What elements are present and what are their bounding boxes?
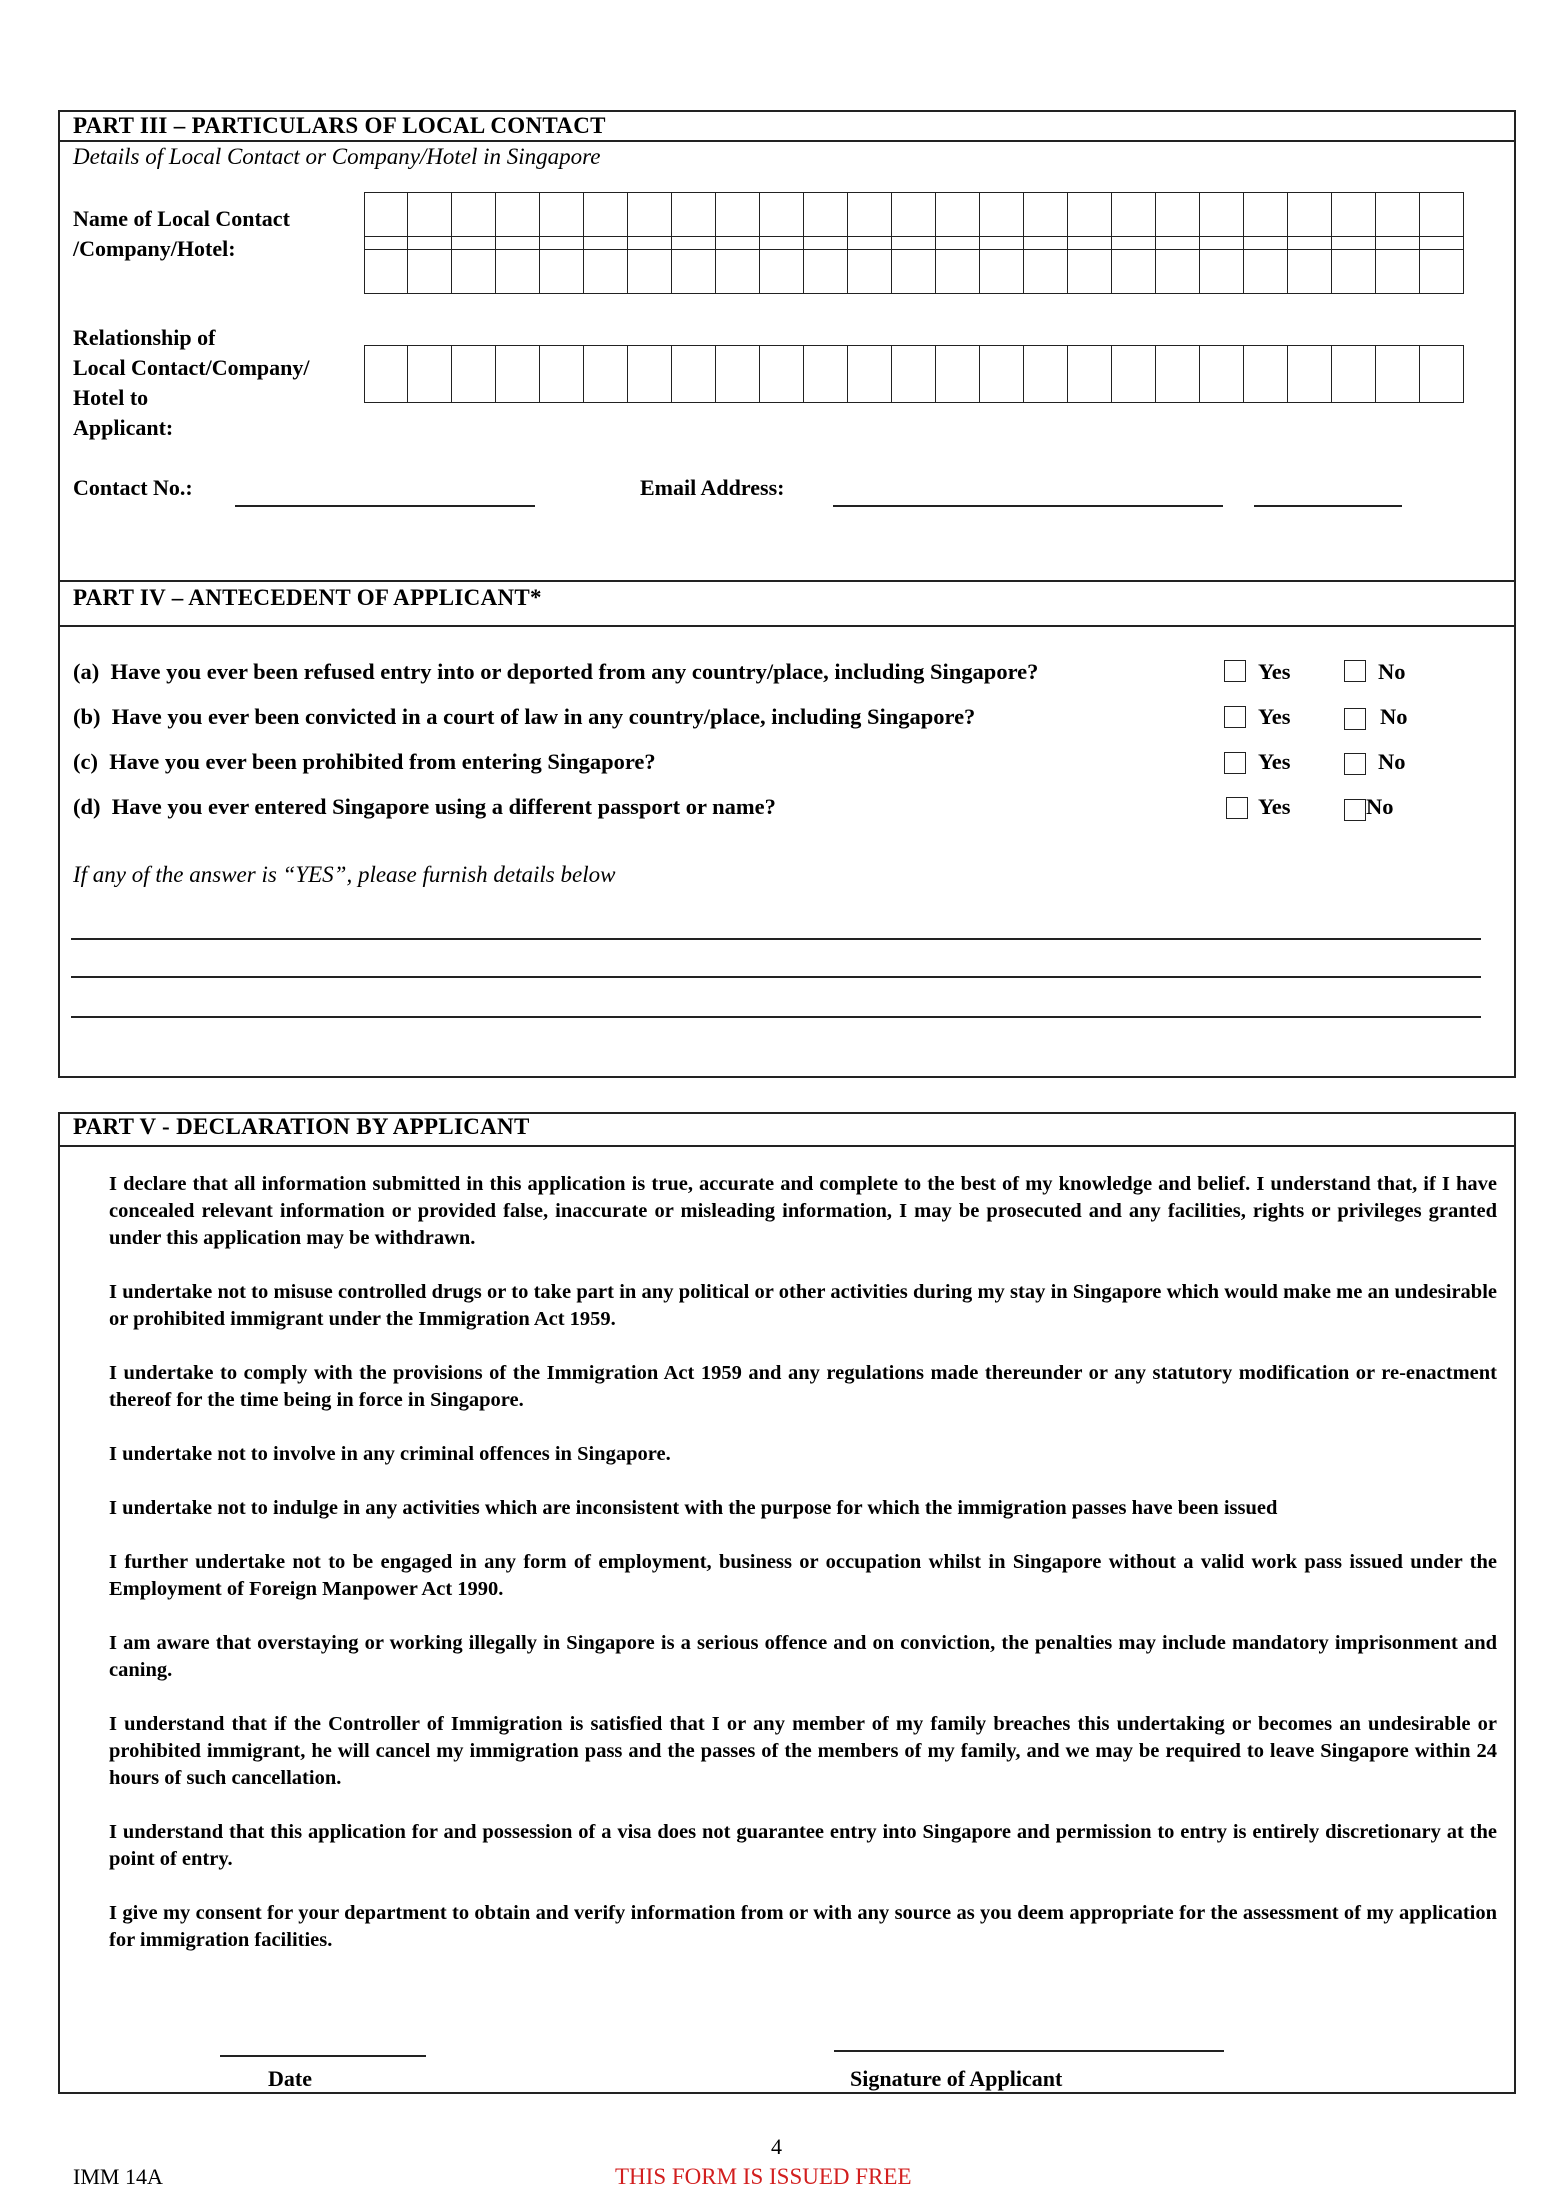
part3-heading: PART III – PARTICULARS OF LOCAL CONTACT <box>73 113 606 138</box>
signature-label: Signature of Applicant <box>850 2066 1063 2091</box>
name-label-line2: /Company/Hotel: <box>73 236 236 261</box>
char-box[interactable] <box>452 345 496 403</box>
char-box[interactable] <box>760 236 804 294</box>
question-b-yes-checkbox[interactable] <box>1224 706 1246 728</box>
char-box[interactable] <box>1420 236 1464 294</box>
char-box[interactable] <box>936 345 980 403</box>
question-b-no-label: No <box>1380 704 1408 729</box>
char-box[interactable] <box>892 236 936 294</box>
declaration-paragraph: I understand that this application for and possession of a visa does not guarantee entry into Singapore and permission to entry is entirely discretionary at the point of entry. <box>109 1821 1497 1870</box>
question-c-no-label: No <box>1378 749 1406 774</box>
char-box[interactable] <box>1200 345 1244 403</box>
char-box[interactable] <box>1376 236 1420 294</box>
part3-heading-rule <box>58 140 1516 142</box>
contact-no-field[interactable] <box>235 505 535 507</box>
char-box[interactable] <box>496 345 540 403</box>
declaration-paragraph: I understand that if the Controller of Immigration is satisfied that I or any member of my family breaches this undertaking or becomes an undesirable or prohibited immigrant, he will cancel my immigration pass and the passes of the members of my family, and we may be required to leave Singapore within 24 hours of such cancellation. <box>109 1713 1497 1789</box>
char-box[interactable] <box>1024 345 1068 403</box>
char-box[interactable] <box>628 236 672 294</box>
part5-heading-rule <box>58 1145 1516 1147</box>
char-box[interactable] <box>1024 236 1068 294</box>
declaration-paragraph: I undertake not to misuse controlled drugs or to take part in any political or other activities during my stay in Singapore which would make me an undesirable or prohibited immigrant under the Immigration Act 1959. <box>109 1281 1497 1330</box>
char-box[interactable] <box>672 345 716 403</box>
question-d-yes-label: Yes <box>1258 794 1291 819</box>
question-a-yes-checkbox[interactable] <box>1224 660 1246 682</box>
char-box[interactable] <box>892 345 936 403</box>
char-box[interactable] <box>936 236 980 294</box>
declaration-paragraph: I declare that all information submitted in this application is true, accurate and complete to the best of my knowledge and belief. I understand that, if I have concealed relevant information or provided false, inaccurate or misleading information, I may be prosecuted and any facilities, rights or privileges granted under this application may be withdrawn. <box>109 1173 1497 1249</box>
name-label-line1: Name of Local Contact <box>73 206 290 231</box>
char-box[interactable] <box>804 345 848 403</box>
part4-heading-rule <box>58 625 1516 627</box>
char-box[interactable] <box>584 236 628 294</box>
char-box[interactable] <box>804 236 848 294</box>
char-box[interactable] <box>540 236 584 294</box>
relationship-label-line2: Local Contact/Company/ <box>73 355 310 380</box>
part4-heading: PART IV – ANTECEDENT OF APPLICANT* <box>73 585 542 610</box>
char-box[interactable] <box>496 236 540 294</box>
char-box[interactable] <box>1112 236 1156 294</box>
char-box[interactable] <box>584 345 628 403</box>
details-prompt: If any of the answer is “YES”, please furnish details below <box>73 862 616 887</box>
char-box[interactable] <box>980 345 1024 403</box>
declaration-paragraph: I undertake to comply with the provisions of the Immigration Act 1959 and any regulations made thereunder or any statutory modification or re-enactment thereof for the time being in force in Singapore. <box>109 1362 1497 1411</box>
char-box[interactable] <box>452 236 496 294</box>
email-field-extension[interactable] <box>1254 505 1402 507</box>
char-box[interactable] <box>716 236 760 294</box>
declaration-text <box>109 1171 1497 1981</box>
char-box[interactable] <box>1112 345 1156 403</box>
details-line-3[interactable] <box>71 1016 1481 1018</box>
char-box[interactable] <box>1068 236 1112 294</box>
char-box[interactable] <box>1244 345 1288 403</box>
question-a-yes-label: Yes <box>1258 659 1291 684</box>
question-a-no-label: No <box>1378 659 1406 684</box>
form-code: IMM 14A <box>73 2164 163 2189</box>
contact-no-label: Contact No.: <box>73 475 193 500</box>
declaration-paragraph: I undertake not to involve in any criminal offences in Singapore. <box>109 1443 671 1465</box>
date-field[interactable] <box>220 2055 426 2057</box>
declaration-paragraph: I undertake not to indulge in any activities which are inconsistent with the purpose for which the immigration passes have been issued <box>109 1497 1278 1519</box>
part5-heading: PART V - DECLARATION BY APPLICANT <box>73 1114 530 1139</box>
char-box[interactable] <box>408 345 452 403</box>
email-label: Email Address: <box>640 475 785 500</box>
char-box[interactable] <box>1332 345 1376 403</box>
question-a-no-checkbox[interactable] <box>1344 660 1366 682</box>
relationship-label-line4: Applicant: <box>73 415 174 440</box>
declaration-paragraph: I further undertake not to be engaged in any form of employment, business or occupation whilst in Singapore without a valid work pass issued under the Employment of Foreign Manpower Act 1990. <box>109 1551 1497 1600</box>
relationship-label-line1: Relationship of <box>73 325 216 350</box>
question-b-no-checkbox[interactable] <box>1344 708 1366 730</box>
free-form-notice: THIS FORM IS ISSUED FREE <box>615 2164 912 2189</box>
char-box[interactable] <box>1288 236 1332 294</box>
char-box[interactable] <box>848 236 892 294</box>
question-a: (a) Have you ever been refused entry into or deported from any country/place, including Singapore? <box>73 659 1039 684</box>
char-box[interactable] <box>848 345 892 403</box>
char-box[interactable] <box>1420 345 1464 403</box>
char-box[interactable] <box>760 345 804 403</box>
char-box[interactable] <box>408 236 452 294</box>
char-box[interactable] <box>980 236 1024 294</box>
char-box[interactable] <box>672 236 716 294</box>
details-line-2[interactable] <box>71 976 1481 978</box>
char-box[interactable] <box>1200 236 1244 294</box>
local-contact-name-row2[interactable] <box>364 236 1464 296</box>
signature-field[interactable] <box>834 2050 1224 2052</box>
char-box[interactable] <box>1332 236 1376 294</box>
char-box[interactable] <box>1244 236 1288 294</box>
question-b: (b) Have you ever been convicted in a court of law in any country/place, including Singapore? <box>73 704 976 729</box>
char-box[interactable] <box>1156 236 1200 294</box>
char-box[interactable] <box>628 345 672 403</box>
char-box[interactable] <box>1376 345 1420 403</box>
question-c-yes-checkbox[interactable] <box>1224 752 1246 774</box>
declaration-paragraph: I give my consent for your department to obtain and verify information from or with any source as you deem appropriate for the assessment of my application for immigration facilities. <box>109 1902 1497 1951</box>
question-d-no-label: No <box>1366 794 1394 819</box>
question-c-no-checkbox[interactable] <box>1344 753 1366 775</box>
question-c: (c) Have you ever been prohibited from entering Singapore? <box>73 749 656 774</box>
char-box[interactable] <box>364 236 408 294</box>
part4-box <box>58 580 1516 1078</box>
page-number: 4 <box>771 2134 782 2159</box>
part3-subheading: Details of Local Contact or Company/Hotel in Singapore <box>73 144 601 169</box>
question-d-yes-checkbox[interactable] <box>1226 797 1248 819</box>
char-box[interactable] <box>1068 345 1112 403</box>
question-c-yes-label: Yes <box>1258 749 1291 774</box>
date-label: Date <box>268 2066 312 2091</box>
char-box[interactable] <box>540 345 584 403</box>
question-b-yes-label: Yes <box>1258 704 1291 729</box>
char-box[interactable] <box>716 345 760 403</box>
email-field[interactable] <box>833 505 1223 507</box>
char-box[interactable] <box>1288 345 1332 403</box>
relationship-grid[interactable] <box>364 345 1464 405</box>
declaration-paragraph: I am aware that overstaying or working illegally in Singapore is a serious offence and on conviction, the penalties may include mandatory imprisonment and caning. <box>109 1632 1497 1681</box>
question-d-no-checkbox[interactable] <box>1344 799 1366 821</box>
details-line-1[interactable] <box>71 938 1481 940</box>
question-d: (d) Have you ever entered Singapore using a different passport or name? <box>73 794 776 819</box>
char-box[interactable] <box>364 345 408 403</box>
char-box[interactable] <box>1156 345 1200 403</box>
relationship-label-line3: Hotel to <box>73 385 149 410</box>
